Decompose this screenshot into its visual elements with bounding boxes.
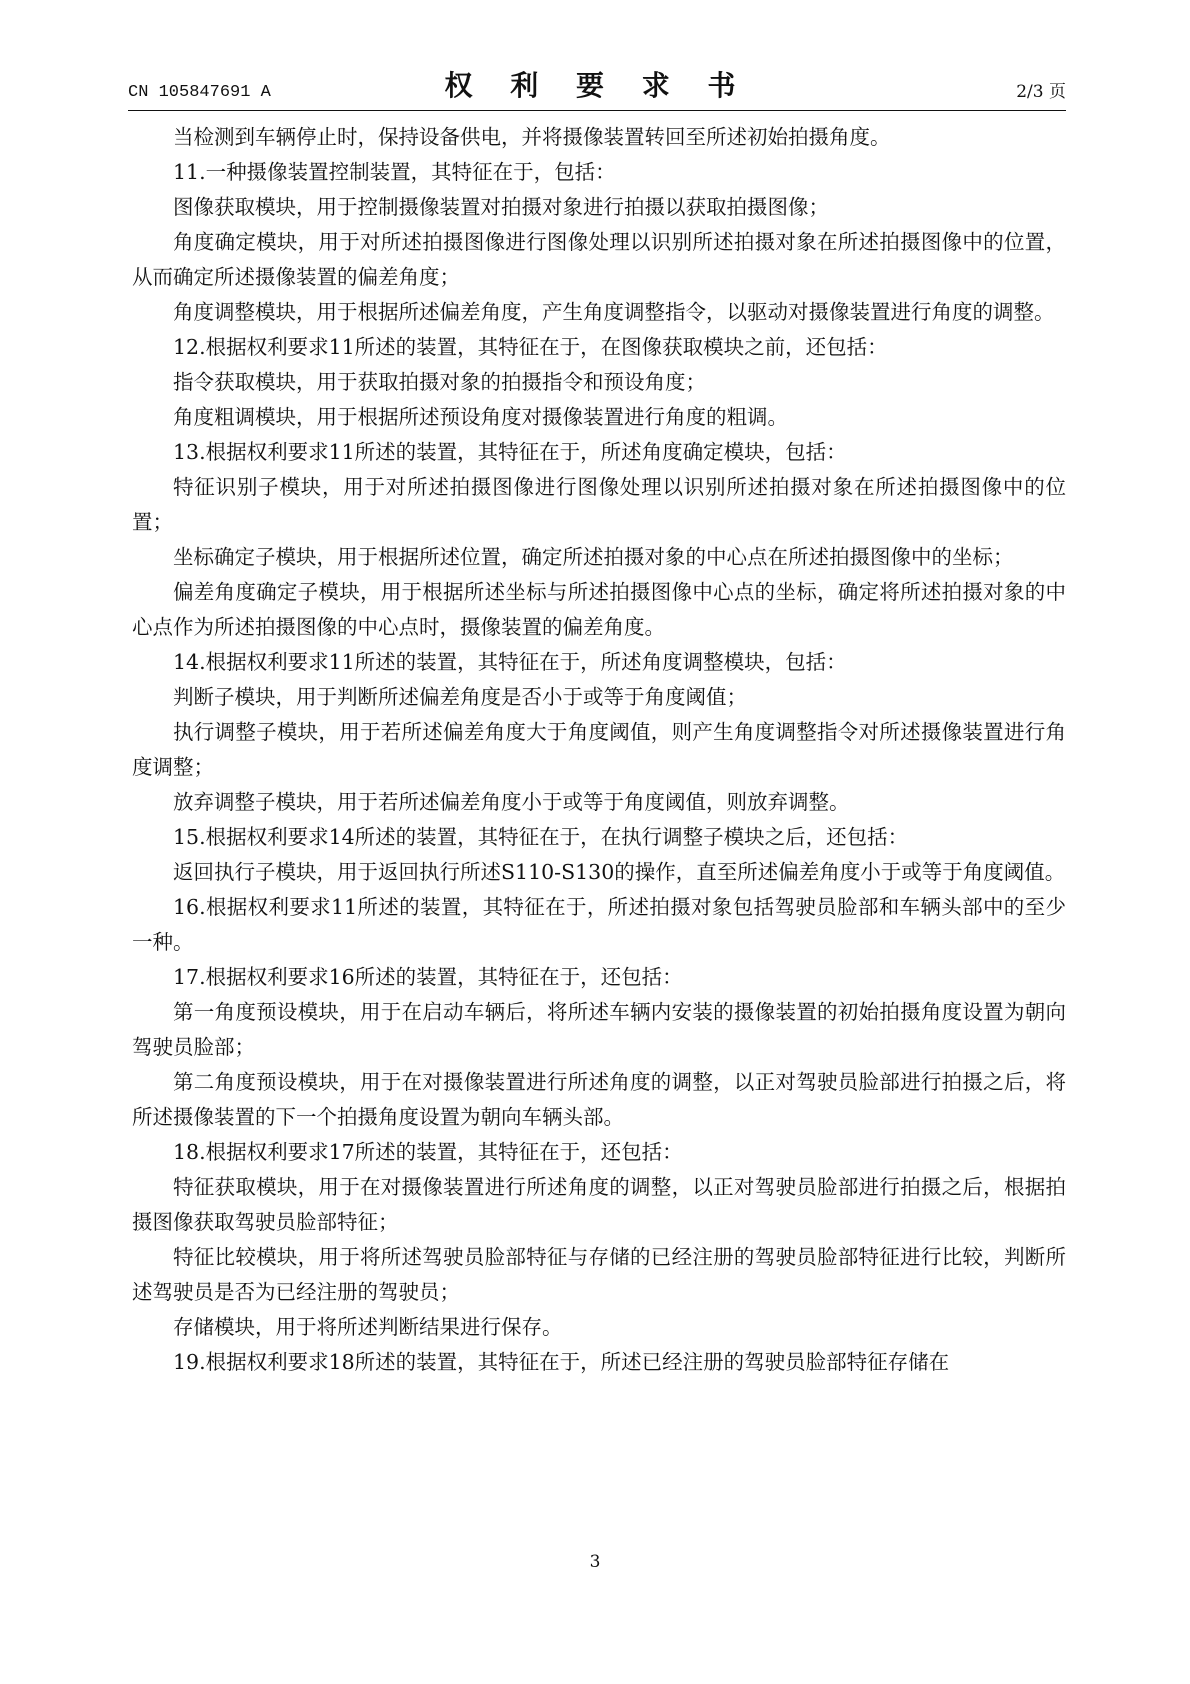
claim-paragraph: 19.根据权利要求18所述的装置，其特征在于，所述已经注册的驾驶员脸部特征存储在 <box>173 1350 950 1374</box>
claim-paragraph: 当检测到车辆停止时，保持设备供电，并将摄像装置转回至所述初始拍摄角度。 <box>173 125 891 149</box>
claim-paragraph: 16.根据权利要求11所述的装置，其特征在于，所述拍摄对象包括驾驶员脸部和车辆头部中的至少一种。 <box>132 895 1066 954</box>
claim-paragraph: 第二角度预设模块，用于在对摄像装置进行所述角度的调整，以正对驾驶员脸部进行拍摄之后，将所述摄像装置的下一个拍摄角度设置为朝向车辆头部。 <box>132 1070 1066 1129</box>
page-header <box>128 64 1066 110</box>
claim-paragraph: 图像获取模块，用于控制摄像装置对拍摄对象进行拍摄以获取拍摄图像； <box>173 195 829 219</box>
claim-paragraph: 特征识别子模块，用于对所述拍摄图像进行图像处理以识别所述拍摄对象在所述拍摄图像中的位置； <box>132 475 1066 534</box>
claim-paragraph: 执行调整子模块，用于若所述偏差角度大于角度阈值，则产生角度调整指令对所述摄像装置进行角度调整； <box>132 720 1066 779</box>
claim-paragraph: 13.根据权利要求11所述的装置，其特征在于，所述角度确定模块，包括： <box>173 440 847 464</box>
claim-paragraph: 第一角度预设模块，用于在启动车辆后，将所述车辆内安装的摄像装置的初始拍摄角度设置为朝向驾驶员脸部； <box>132 1000 1066 1059</box>
claim-paragraph: 12.根据权利要求11所述的装置，其特征在于，在图像获取模块之前，还包括： <box>173 335 888 359</box>
claim-paragraph: 特征获取模块，用于在对摄像装置进行所述角度的调整，以正对驾驶员脸部进行拍摄之后，根据拍摄图像获取驾驶员脸部特征； <box>132 1175 1066 1234</box>
claim-paragraph: 11.一种摄像装置控制装置，其特征在于，包括： <box>173 160 616 184</box>
claim-paragraph: 判断子模块，用于判断所述偏差角度是否小于或等于角度阈值； <box>173 685 747 709</box>
claim-paragraph: 放弃调整子模块，用于若所述偏差角度小于或等于角度阈值，则放弃调整。 <box>173 790 850 814</box>
claim-paragraph: 15.根据权利要求14所述的装置，其特征在于，在执行调整子模块之后，还包括： <box>173 825 909 849</box>
claims-body <box>132 120 1066 1380</box>
page-indicator: 2/3 页 <box>1016 82 1066 102</box>
claim-paragraph: 坐标确定子模块，用于根据所述位置，确定所述拍摄对象的中心点在所述拍摄图像中的坐标； <box>173 545 1014 569</box>
claim-paragraph: 返回执行子模块，用于返回执行所述S110-S130的操作，直至所述偏差角度小于或等于角度阈值。 <box>173 860 1066 884</box>
claim-paragraph: 偏差角度确定子模块，用于根据所述坐标与所述拍摄图像中心点的坐标，确定将所述拍摄对象的中心点作为所述拍摄图像的中心点时，摄像装置的偏差角度。 <box>132 580 1066 639</box>
patent-number: CN 105847691 A <box>128 83 271 102</box>
claim-paragraph: 特征比较模块，用于将所述驾驶员脸部特征与存储的已经注册的驾驶员脸部特征进行比较，判断所述驾驶员是否为已经注册的驾驶员； <box>132 1245 1066 1304</box>
claim-paragraph: 角度调整模块，用于根据所述偏差角度，产生角度调整指令，以驱动对摄像装置进行角度的调整。 <box>173 300 1055 324</box>
claim-paragraph: 14.根据权利要求11所述的装置，其特征在于，所述角度调整模块，包括： <box>173 650 847 674</box>
document-title: 权 利 要 求 书 <box>444 69 750 102</box>
claim-paragraph: 存储模块，用于将所述判断结果进行保存。 <box>173 1315 563 1339</box>
claim-paragraph: 18.根据权利要求17所述的装置，其特征在于，还包括： <box>173 1140 683 1164</box>
header-divider <box>128 110 1066 111</box>
claim-paragraph: 17.根据权利要求16所述的装置，其特征在于，还包括： <box>173 965 683 989</box>
claim-paragraph: 指令获取模块，用于获取拍摄对象的拍摄指令和预设角度； <box>173 370 706 394</box>
claim-paragraph: 角度确定模块，用于对所述拍摄图像进行图像处理以识别所述拍摄对象在所述拍摄图像中的位置，从而确定所述摄像装置的偏差角度； <box>132 230 1066 289</box>
page-number: 3 <box>589 1552 601 1572</box>
claim-paragraph: 角度粗调模块，用于根据所述预设角度对摄像装置进行角度的粗调。 <box>173 405 788 429</box>
